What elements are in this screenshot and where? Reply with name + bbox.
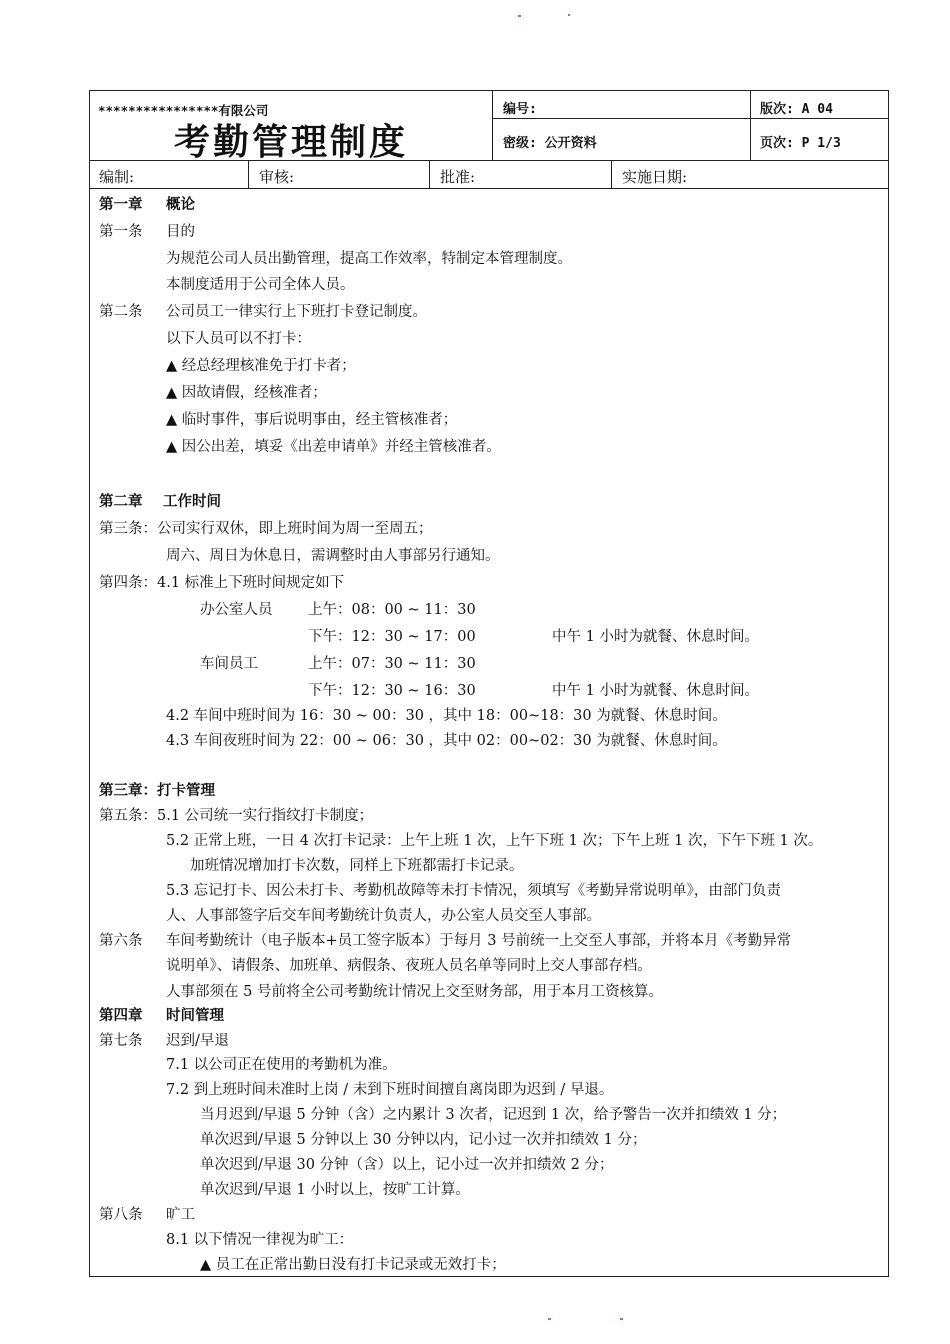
paragraph: 5.2 正常上班，一日 4 次打卡记录：上午上班 1 次，上午下班 1 次；下午上班 1 次，下午下班 1 次。 bbox=[166, 833, 823, 849]
paragraph: 以下人员可以不打卡： bbox=[166, 331, 311, 347]
article-2-number: 第二条 bbox=[99, 304, 143, 320]
reviewer-label: 审核: bbox=[259, 168, 295, 186]
paragraph: 周六、周日为休息日，需调整时由人事部另行通知。 bbox=[166, 548, 500, 564]
paragraph: 4.2 车间中班时间为 16：30 ~ 00：30 ，其中 18：00~18：30 为就餐、休息时间。 bbox=[166, 708, 727, 724]
paragraph: 为规范公司人员出勤管理，提高工作效率，特制定本管理制度。 bbox=[166, 251, 572, 267]
schedule-time: 上午：08：00 ~ 11：30 bbox=[308, 602, 476, 618]
paragraph: 单次迟到/早退 30 分钟（含）以上，记小过一次并扣绩效 2 分； bbox=[200, 1157, 614, 1173]
scan-speck bbox=[548, 1318, 551, 1320]
scan-speck bbox=[568, 14, 570, 16]
signoff-divider-2 bbox=[429, 160, 430, 188]
schedule-time: 上午：07：30 ~ 11：30 bbox=[308, 656, 476, 672]
signoff-divider-3 bbox=[611, 160, 612, 188]
chapter-1-title: 概论 bbox=[166, 196, 195, 213]
schedule-time: 下午：12：30 ~ 17：00 bbox=[308, 629, 476, 645]
company-name: ****************有限公司 bbox=[98, 103, 269, 118]
bullet-item: ▲ 员工在正常出勤日没有打卡记录或无效打卡； bbox=[200, 1257, 506, 1273]
article-1-title: 目的 bbox=[166, 224, 195, 240]
bullet-item: ▲ 经总经理核准免于打卡者； bbox=[166, 358, 356, 374]
article-1-number: 第一条 bbox=[99, 224, 143, 240]
schedule-time: 下午：12：30 ~ 16：30 bbox=[308, 683, 476, 699]
compiler-label: 编制: bbox=[99, 168, 135, 186]
scan-speck bbox=[620, 1318, 623, 1320]
chapter-3-title: 第三章：打卡管理 bbox=[99, 782, 215, 799]
bullet-item: ▲ 临时事件，事后说明事由，经主管核准者； bbox=[166, 412, 458, 428]
article-7-number: 第七条 bbox=[99, 1033, 143, 1049]
document-title: 考勤管理制度 bbox=[174, 121, 409, 163]
chapter-4-number: 第四章 bbox=[99, 1007, 143, 1024]
secrecy-label: 密级: 公开资料 bbox=[503, 136, 597, 151]
effective-date-label: 实施日期: bbox=[622, 168, 688, 186]
page-label: 页次: P 1/3 bbox=[760, 136, 841, 151]
article-8-title: 旷工 bbox=[166, 1207, 195, 1223]
article-8-number: 第八条 bbox=[99, 1207, 143, 1223]
article-6-number: 第六条 bbox=[99, 933, 143, 949]
chapter-2-title: 工作时间 bbox=[163, 493, 221, 510]
approver-label: 批准: bbox=[440, 168, 476, 186]
paragraph: 5.3 忘记打卡、因公未打卡、考勤机故障等未打卡情况，须填写《考勤异常说明单》，由部门负责 bbox=[166, 883, 781, 899]
document-number-label: 编号: bbox=[503, 102, 537, 117]
paragraph: 说明单》、请假条、加班单、病假条、夜班人员名单等同时上交人事部存档。 bbox=[166, 958, 652, 974]
paragraph: 7.2 到上班时间未准时上岗 / 未到下班时间擅自离岗即为迟到 / 早退。 bbox=[166, 1082, 614, 1098]
scan-speck bbox=[518, 15, 521, 17]
header-divider-2 bbox=[750, 90, 751, 160]
paragraph: 单次迟到/早退 1 小时以上，按旷工计算。 bbox=[200, 1182, 470, 1198]
paragraph: 本制度适用于公司全体人员。 bbox=[166, 277, 355, 293]
header-mid-line bbox=[492, 118, 889, 119]
bullet-item: ▲ 因故请假，经核准者； bbox=[166, 385, 327, 401]
chapter-1-number: 第一章 bbox=[99, 196, 143, 213]
paragraph: 人、人事部签字后交车间考勤统计负责人，办公室人员交至人事部。 bbox=[166, 908, 601, 924]
chapter-2-number: 第二章 bbox=[99, 493, 143, 510]
paragraph: 4.3 车间夜班时间为 22：00 ~ 06：30 ，其中 02：00~02：30 为就餐、休息时间。 bbox=[166, 733, 727, 749]
article-2-text: 公司员工一律实行上下班打卡登记制度。 bbox=[166, 304, 427, 320]
paragraph: 第四条：4.1 标准上下班时间规定如下 bbox=[99, 575, 345, 591]
paragraph: 8.1 以下情况一律视为旷工： bbox=[166, 1232, 354, 1248]
article-7-title: 迟到/早退 bbox=[166, 1033, 229, 1049]
chapter-4-title: 时间管理 bbox=[166, 1007, 224, 1024]
paragraph: 7.1 以公司正在使用的考勤机为准。 bbox=[166, 1057, 397, 1073]
paragraph: 第三条：公司实行双休，即上班时间为周一至周五； bbox=[99, 521, 433, 537]
header-divider-1 bbox=[492, 90, 493, 160]
paragraph: 第五条：5.1 公司统一实行指纹打卡制度； bbox=[99, 808, 374, 824]
signoff-bottom-line bbox=[89, 188, 889, 189]
paragraph: 当月迟到/早退 5 分钟（含）之内累计 3 次者，记迟到 1 次，给予警告一次并扣绩效 1 分； bbox=[200, 1107, 787, 1123]
paragraph: 单次迟到/早退 5 分钟以上 30 分钟以内，记小过一次并扣绩效 1 分； bbox=[200, 1132, 647, 1148]
schedule-note: 中午 1 小时为就餐、休息时间。 bbox=[552, 629, 759, 645]
paragraph: 人事部须在 5 号前将全公司考勤统计情况上交至财务部，用于本月工资核算。 bbox=[166, 984, 663, 1000]
version-label: 版次: A 04 bbox=[760, 102, 833, 117]
bullet-item: ▲ 因公出差，填妥《出差申请单》并经主管核准者。 bbox=[166, 439, 501, 455]
schedule-group: 车间员工 bbox=[200, 656, 258, 672]
schedule-note: 中午 1 小时为就餐、休息时间。 bbox=[552, 683, 759, 699]
article-6-text: 车间考勤统计（电子版本+员工签字版本）于每月 3 号前统一上交至人事部，并将本月《考勤异常 bbox=[166, 933, 792, 949]
paragraph: 加班情况增加打卡次数，同样上下班都需打卡记录。 bbox=[190, 858, 524, 874]
schedule-group: 办公室人员 bbox=[200, 602, 273, 618]
